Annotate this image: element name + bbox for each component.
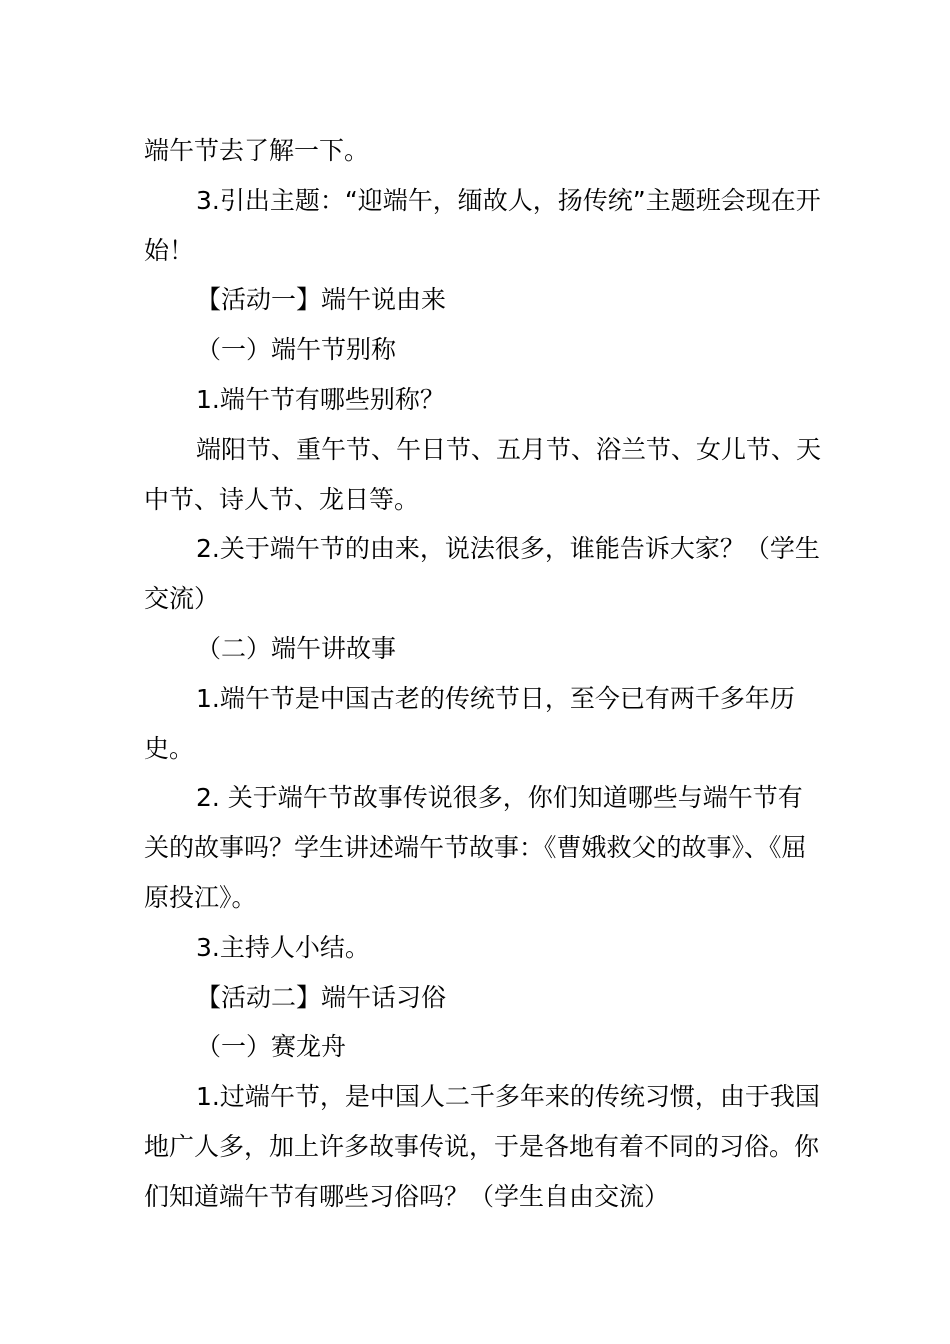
paragraph-summary: 3.主持人小结。 <box>196 932 370 962</box>
paragraph-history: 1.端午节是中国古老的传统节日，至今已有两千多年历史。 <box>144 683 795 763</box>
paragraph-intro-end: 端午节去了解一下。 <box>144 136 370 165</box>
subheading-stories: （二）端午讲故事 <box>196 633 397 663</box>
heading-activity-one: 【活动一】端午说由来 <box>196 285 447 315</box>
document-body <box>144 126 824 1222</box>
paragraph-alias-question: 1.端午节有哪些别称？ <box>196 384 445 414</box>
subheading-dragon-boat: （一）赛龙舟 <box>196 1032 347 1062</box>
paragraph-alias-list: 端阳节、重午节、午日节、五月节、浴兰节、女儿节、天中节、诗人节、龙日等。 <box>144 434 822 514</box>
paragraph-theme: 3.引出主题：“迎端午，缅故人，扬传统”主题班会现在开始！ <box>144 185 821 265</box>
paragraph-origin-question: 2.关于端午节的由来，说法很多，谁能告诉大家？（学生交流） <box>144 534 820 614</box>
subheading-alias: （一）端午节别称 <box>196 335 397 365</box>
heading-activity-two: 【活动二】端午话习俗 <box>196 982 447 1012</box>
paragraph-customs: 1.过端午节，是中国人二千多年来的传统习惯，由于我国地广人多，加上许多故事传说，于是各地有着不同的习俗。你们知道端午节有哪些习俗吗？（学生自由交流） <box>144 1082 820 1211</box>
paragraph-stories: 2. 关于端午节故事传说很多，你们知道哪些与端午节有关的故事吗？学生讲述端午节故事：《曹娥救父的故事》、《屈原投江》。 <box>144 783 807 912</box>
